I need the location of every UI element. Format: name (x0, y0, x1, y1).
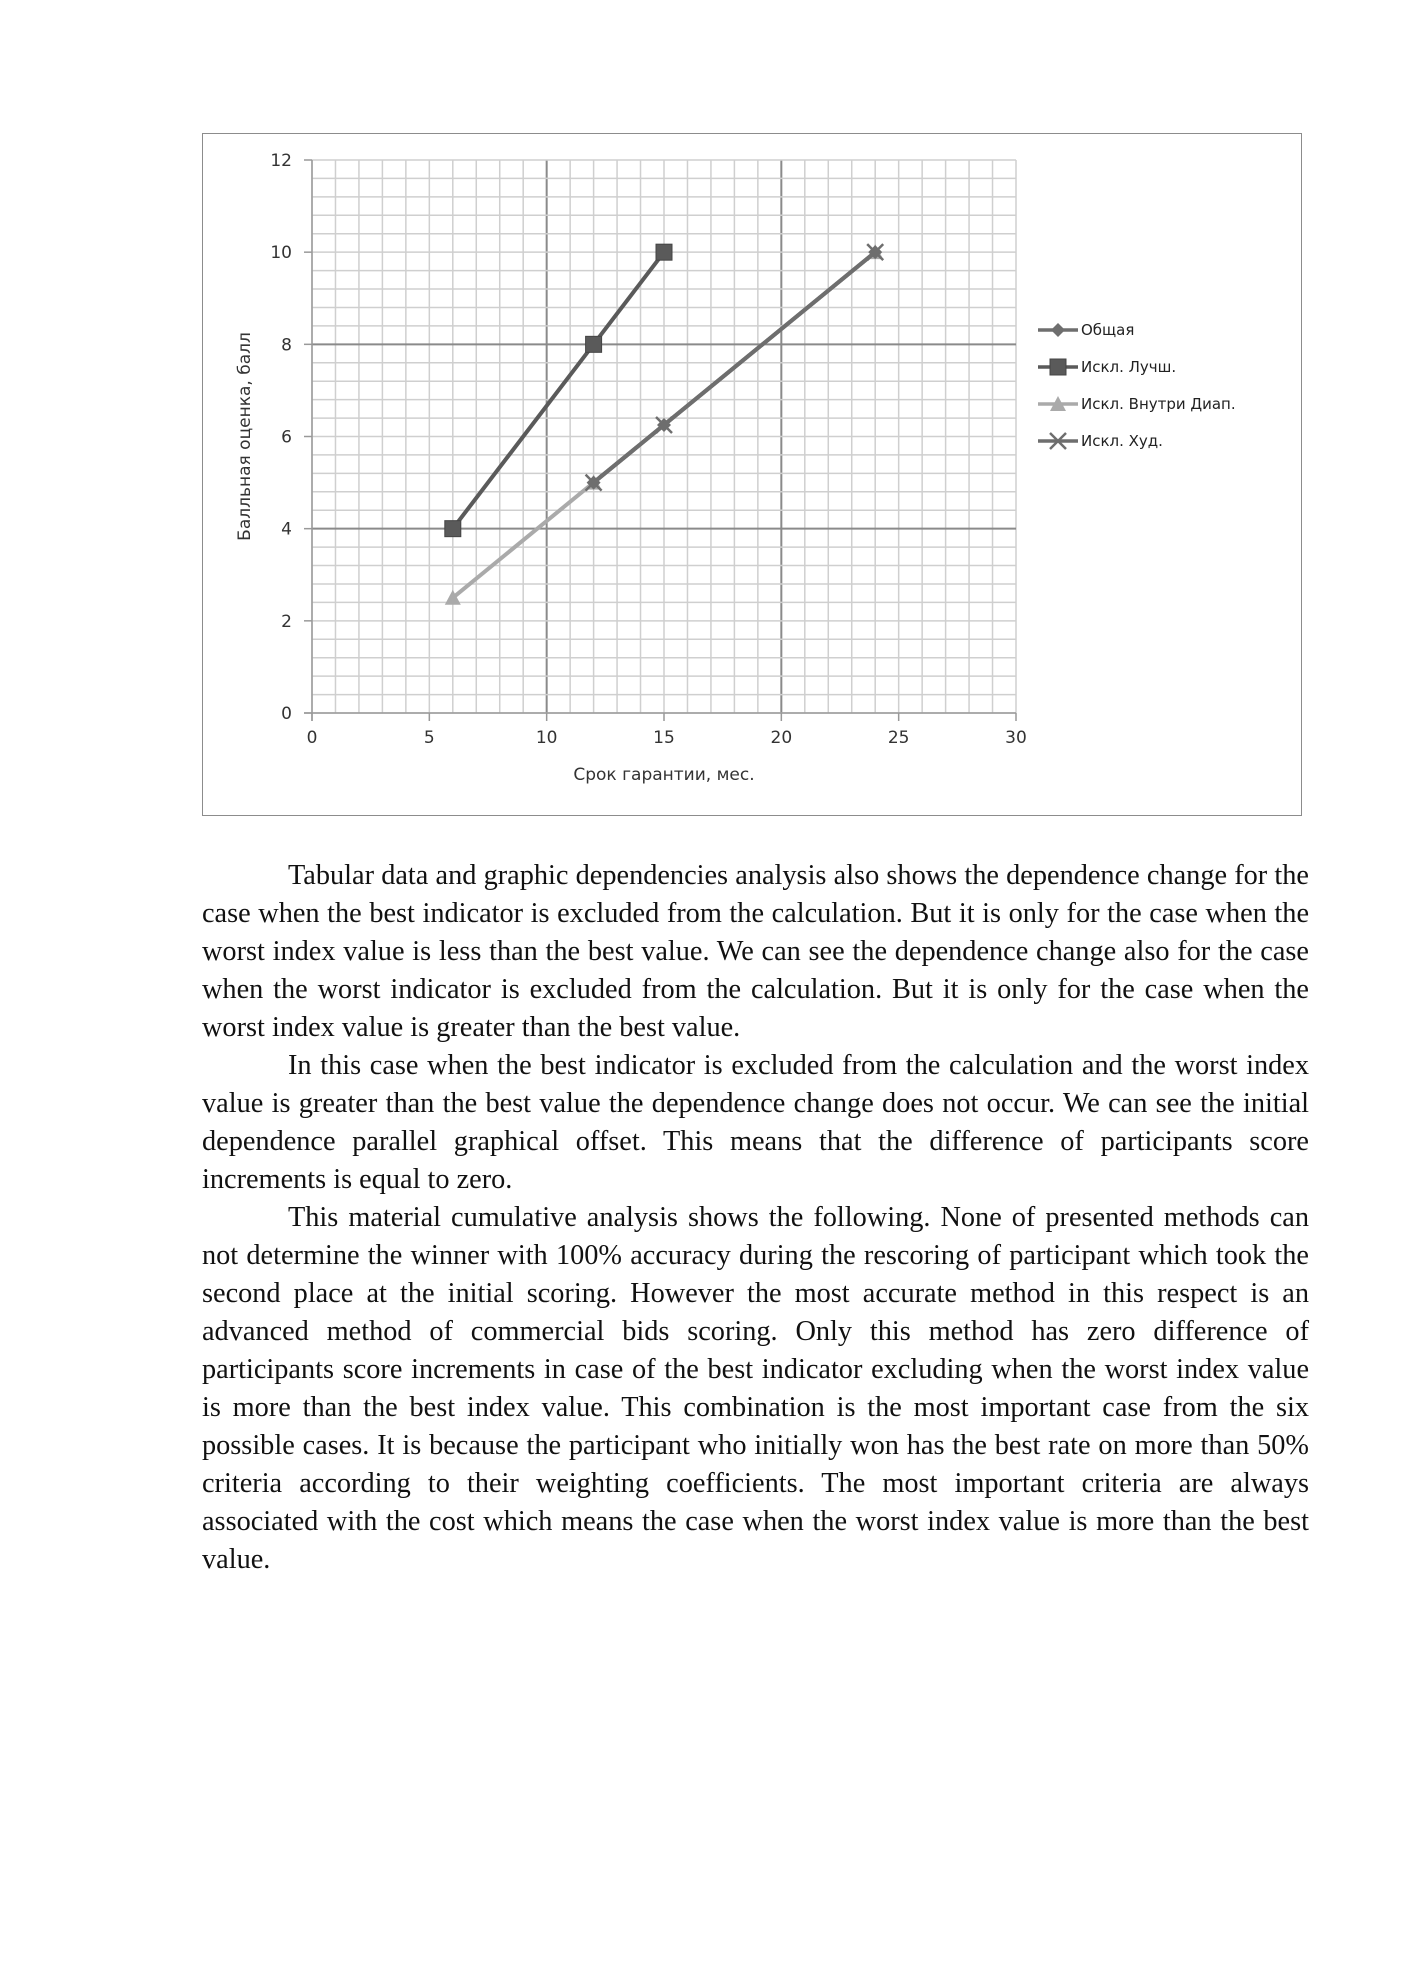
y-tick-label: 12 (270, 151, 292, 171)
x-tick-label: 10 (535, 728, 558, 748)
x-tick-label: 30 (1005, 728, 1027, 748)
paragraph-3: This material cumulative analysis shows the following. None of presented methods can not determine the winner with 100% accuracy during the rescoring of participant which took the second place at the initial scoring. However the most accurate method in this respect is an advanced method of commercial bids scoring. Only this method has zero difference of participants score increments in case of the best indicator excluding when the worst index value is more than the best index value. This combination is the most important case from the six possible cases. It is because the participant who initially won has the best rate on more than 50% criteria according to their weighting coefficients. The most important criteria are always associated with the cost which means the case when the worst index value is more than the best value. (202, 1202, 1309, 1575)
legend-label: Искл. Внутри Диап. (1081, 395, 1236, 413)
y-tick-label: 4 (281, 519, 292, 540)
line-chart (203, 134, 1303, 817)
y-tick-label: 2 (281, 611, 292, 632)
x-tick-label: 25 (887, 728, 910, 748)
series-1 (445, 244, 672, 536)
legend-label: Искл. Лучш. (1081, 358, 1177, 376)
legend-label: Общая (1081, 321, 1135, 339)
legend-label: Искл. Худ. (1081, 432, 1163, 450)
x-tick-label: 5 (423, 728, 435, 748)
legend-item (1038, 395, 1236, 413)
paragraph-1: Tabular data and graphic dependencies analysis also shows the dependence change for the case when the best indicator is excluded from the calculation. But it is only for the case when the worst index value is less than the best value. We can see the dependence change also for the case when the worst indicator is excluded from the calculation. But it is only for the case when the worst index value is greater than the best value. (202, 860, 1309, 1043)
body-text (202, 857, 1309, 1579)
legend-item (1038, 432, 1163, 450)
y-tick-label: 0 (281, 704, 292, 724)
y-axis-title: Балльная оценка, балл (235, 332, 255, 541)
x-tick-label: 20 (770, 728, 793, 748)
x-axis-title: Срок гарантии, мес. (573, 765, 755, 785)
chart-figure (202, 133, 1302, 816)
x-tick-label: 15 (653, 728, 675, 748)
x-tick-label: 0 (306, 728, 318, 748)
chart-grid (312, 160, 1016, 713)
y-tick-label: 6 (281, 427, 292, 448)
legend-item (1038, 358, 1176, 376)
legend-item (1038, 321, 1134, 339)
chart-legend (1038, 321, 1236, 450)
paragraph-2: In this case when the best indicator is excluded from the calculation and the worst index value is greater than the best value the dependence change does not occur. We can see the initial dependence parallel graphical offset. This means that the difference of participants score increments is equal to zero. (202, 1050, 1309, 1195)
y-tick-label: 8 (281, 335, 292, 356)
y-tick-label: 10 (270, 243, 292, 264)
